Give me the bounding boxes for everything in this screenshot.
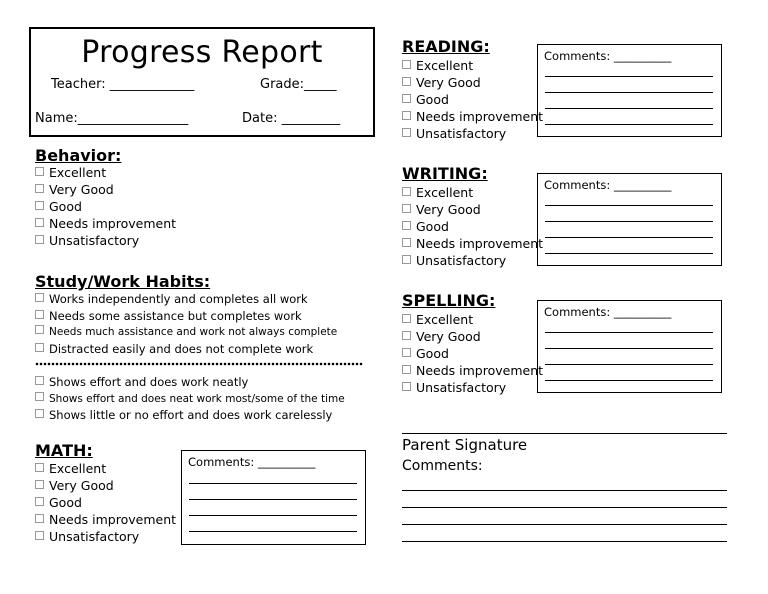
checkbox-icon[interactable] — [402, 331, 411, 340]
study-list-2 — [35, 374, 345, 424]
comment-line — [545, 92, 713, 93]
comment-line — [189, 499, 357, 500]
spelling-option[interactable]: Excellent — [402, 311, 543, 328]
study-option[interactable]: Shows effort and does neat work most/some of the time — [35, 391, 345, 408]
checkbox-icon[interactable] — [35, 514, 44, 523]
date-field[interactable]: Date: _________ — [242, 111, 341, 126]
checkbox-icon[interactable] — [402, 94, 411, 103]
comment-line — [545, 380, 713, 381]
study-heading: Study/Work Habits: — [35, 272, 211, 291]
name-field[interactable]: Name:_________________ — [35, 111, 189, 126]
comments-label: Comments: __________ — [544, 49, 672, 63]
reading-option[interactable]: Excellent — [402, 57, 543, 74]
checkbox-icon[interactable] — [35, 235, 44, 244]
checkbox-icon[interactable] — [35, 497, 44, 506]
study-option[interactable]: Shows little or no effort and does work carelessly — [35, 407, 345, 424]
study-option[interactable]: Works independently and completes all work — [35, 291, 337, 308]
comment-line — [189, 531, 357, 532]
spelling-heading: SPELLING: — [402, 291, 496, 310]
comment-line — [545, 364, 713, 365]
comment-line — [545, 332, 713, 333]
parent-comments-label: Comments: — [402, 458, 483, 474]
writing-option[interactable]: Good — [402, 218, 543, 235]
parent-signature-label: Parent Signature — [402, 436, 528, 454]
comment-line — [545, 221, 713, 222]
behavior-list — [35, 164, 176, 249]
comment-line — [545, 253, 713, 254]
signature-line[interactable] — [402, 433, 727, 434]
checkbox-icon[interactable] — [35, 310, 44, 319]
checkbox-icon[interactable] — [402, 221, 411, 230]
math-option[interactable]: Excellent — [35, 460, 176, 477]
writing-heading: WRITING: — [402, 164, 488, 183]
comments-label: Comments: __________ — [188, 455, 316, 469]
writing-option[interactable]: Unsatisfactory — [402, 252, 543, 269]
spelling-option[interactable]: Unsatisfactory — [402, 379, 543, 396]
comment-line[interactable] — [402, 490, 727, 491]
checkbox-icon[interactable] — [402, 187, 411, 196]
checkbox-icon[interactable] — [402, 255, 411, 264]
comment-line — [189, 483, 357, 484]
math-comments-box[interactable] — [181, 450, 366, 545]
checkbox-icon[interactable] — [35, 184, 44, 193]
star-divider — [35, 362, 363, 366]
spelling-list — [402, 311, 543, 396]
comment-line — [545, 237, 713, 238]
behavior-option[interactable]: Good — [35, 198, 176, 215]
spelling-option[interactable]: Needs improvement — [402, 362, 543, 379]
math-option[interactable]: Needs improvement — [35, 511, 176, 528]
behavior-option[interactable]: Needs improvement — [35, 215, 176, 232]
writing-option[interactable]: Excellent — [402, 184, 543, 201]
checkbox-icon[interactable] — [35, 201, 44, 210]
math-option[interactable]: Unsatisfactory — [35, 528, 176, 545]
checkbox-icon[interactable] — [35, 343, 44, 352]
reading-comments-box[interactable] — [537, 44, 722, 137]
checkbox-icon[interactable] — [35, 480, 44, 489]
checkbox-icon[interactable] — [402, 204, 411, 213]
checkbox-icon[interactable] — [402, 60, 411, 69]
spelling-comments-box[interactable] — [537, 300, 722, 393]
checkbox-icon[interactable] — [35, 392, 44, 401]
behavior-option[interactable]: Excellent — [35, 164, 176, 181]
writing-comments-box[interactable] — [537, 173, 722, 266]
math-heading: MATH: — [35, 441, 93, 460]
study-option[interactable]: Needs much assistance and work not always complete — [35, 324, 337, 341]
checkbox-icon[interactable] — [35, 531, 44, 540]
spelling-option[interactable]: Very Good — [402, 328, 543, 345]
comment-line — [545, 205, 713, 206]
reading-option[interactable]: Good — [402, 91, 543, 108]
reading-option[interactable]: Needs improvement — [402, 108, 543, 125]
spelling-option[interactable]: Good — [402, 345, 543, 362]
behavior-option[interactable]: Unsatisfactory — [35, 232, 176, 249]
study-option[interactable]: Shows effort and does work neatly — [35, 374, 345, 391]
math-option[interactable]: Good — [35, 494, 176, 511]
writing-option[interactable]: Very Good — [402, 201, 543, 218]
checkbox-icon[interactable] — [35, 325, 44, 334]
writing-option[interactable]: Needs improvement — [402, 235, 543, 252]
writing-list — [402, 184, 543, 269]
comments-label: Comments: __________ — [544, 305, 672, 319]
checkbox-icon[interactable] — [402, 382, 411, 391]
checkbox-icon[interactable] — [35, 167, 44, 176]
title-box — [29, 27, 375, 137]
grade-field[interactable]: Grade:_____ — [260, 77, 337, 92]
checkbox-icon[interactable] — [402, 348, 411, 357]
page-title: Progress Report — [81, 35, 323, 70]
comments-label: Comments: __________ — [544, 178, 672, 192]
study-option[interactable]: Needs some assistance but completes work — [35, 308, 337, 325]
comment-line — [545, 348, 713, 349]
checkbox-icon[interactable] — [35, 409, 44, 418]
teacher-field[interactable]: Teacher: _____________ — [51, 77, 195, 92]
checkbox-icon[interactable] — [35, 218, 44, 227]
checkbox-icon[interactable] — [402, 365, 411, 374]
comment-line — [189, 515, 357, 516]
math-option[interactable]: Very Good — [35, 477, 176, 494]
checkbox-icon[interactable] — [402, 111, 411, 120]
checkbox-icon[interactable] — [402, 128, 411, 137]
comment-line[interactable] — [402, 541, 727, 542]
reading-list — [402, 57, 543, 142]
behavior-heading: Behavior: — [35, 146, 122, 165]
reading-heading: READING: — [402, 37, 490, 56]
math-list — [35, 460, 176, 545]
comment-line[interactable] — [402, 524, 727, 525]
checkbox-icon[interactable] — [402, 77, 411, 86]
behavior-option[interactable]: Very Good — [35, 181, 176, 198]
comment-line — [545, 124, 713, 125]
study-option[interactable]: Distracted easily and does not complete work — [35, 341, 337, 358]
checkbox-icon[interactable] — [35, 293, 44, 302]
comment-line — [545, 108, 713, 109]
reading-option[interactable]: Very Good — [402, 74, 543, 91]
checkbox-icon[interactable] — [35, 463, 44, 472]
reading-option[interactable]: Unsatisfactory — [402, 125, 543, 142]
checkbox-icon[interactable] — [402, 238, 411, 247]
study-list — [35, 291, 337, 357]
checkbox-icon[interactable] — [402, 314, 411, 323]
comment-line[interactable] — [402, 507, 727, 508]
comment-line — [545, 76, 713, 77]
checkbox-icon[interactable] — [35, 376, 44, 385]
